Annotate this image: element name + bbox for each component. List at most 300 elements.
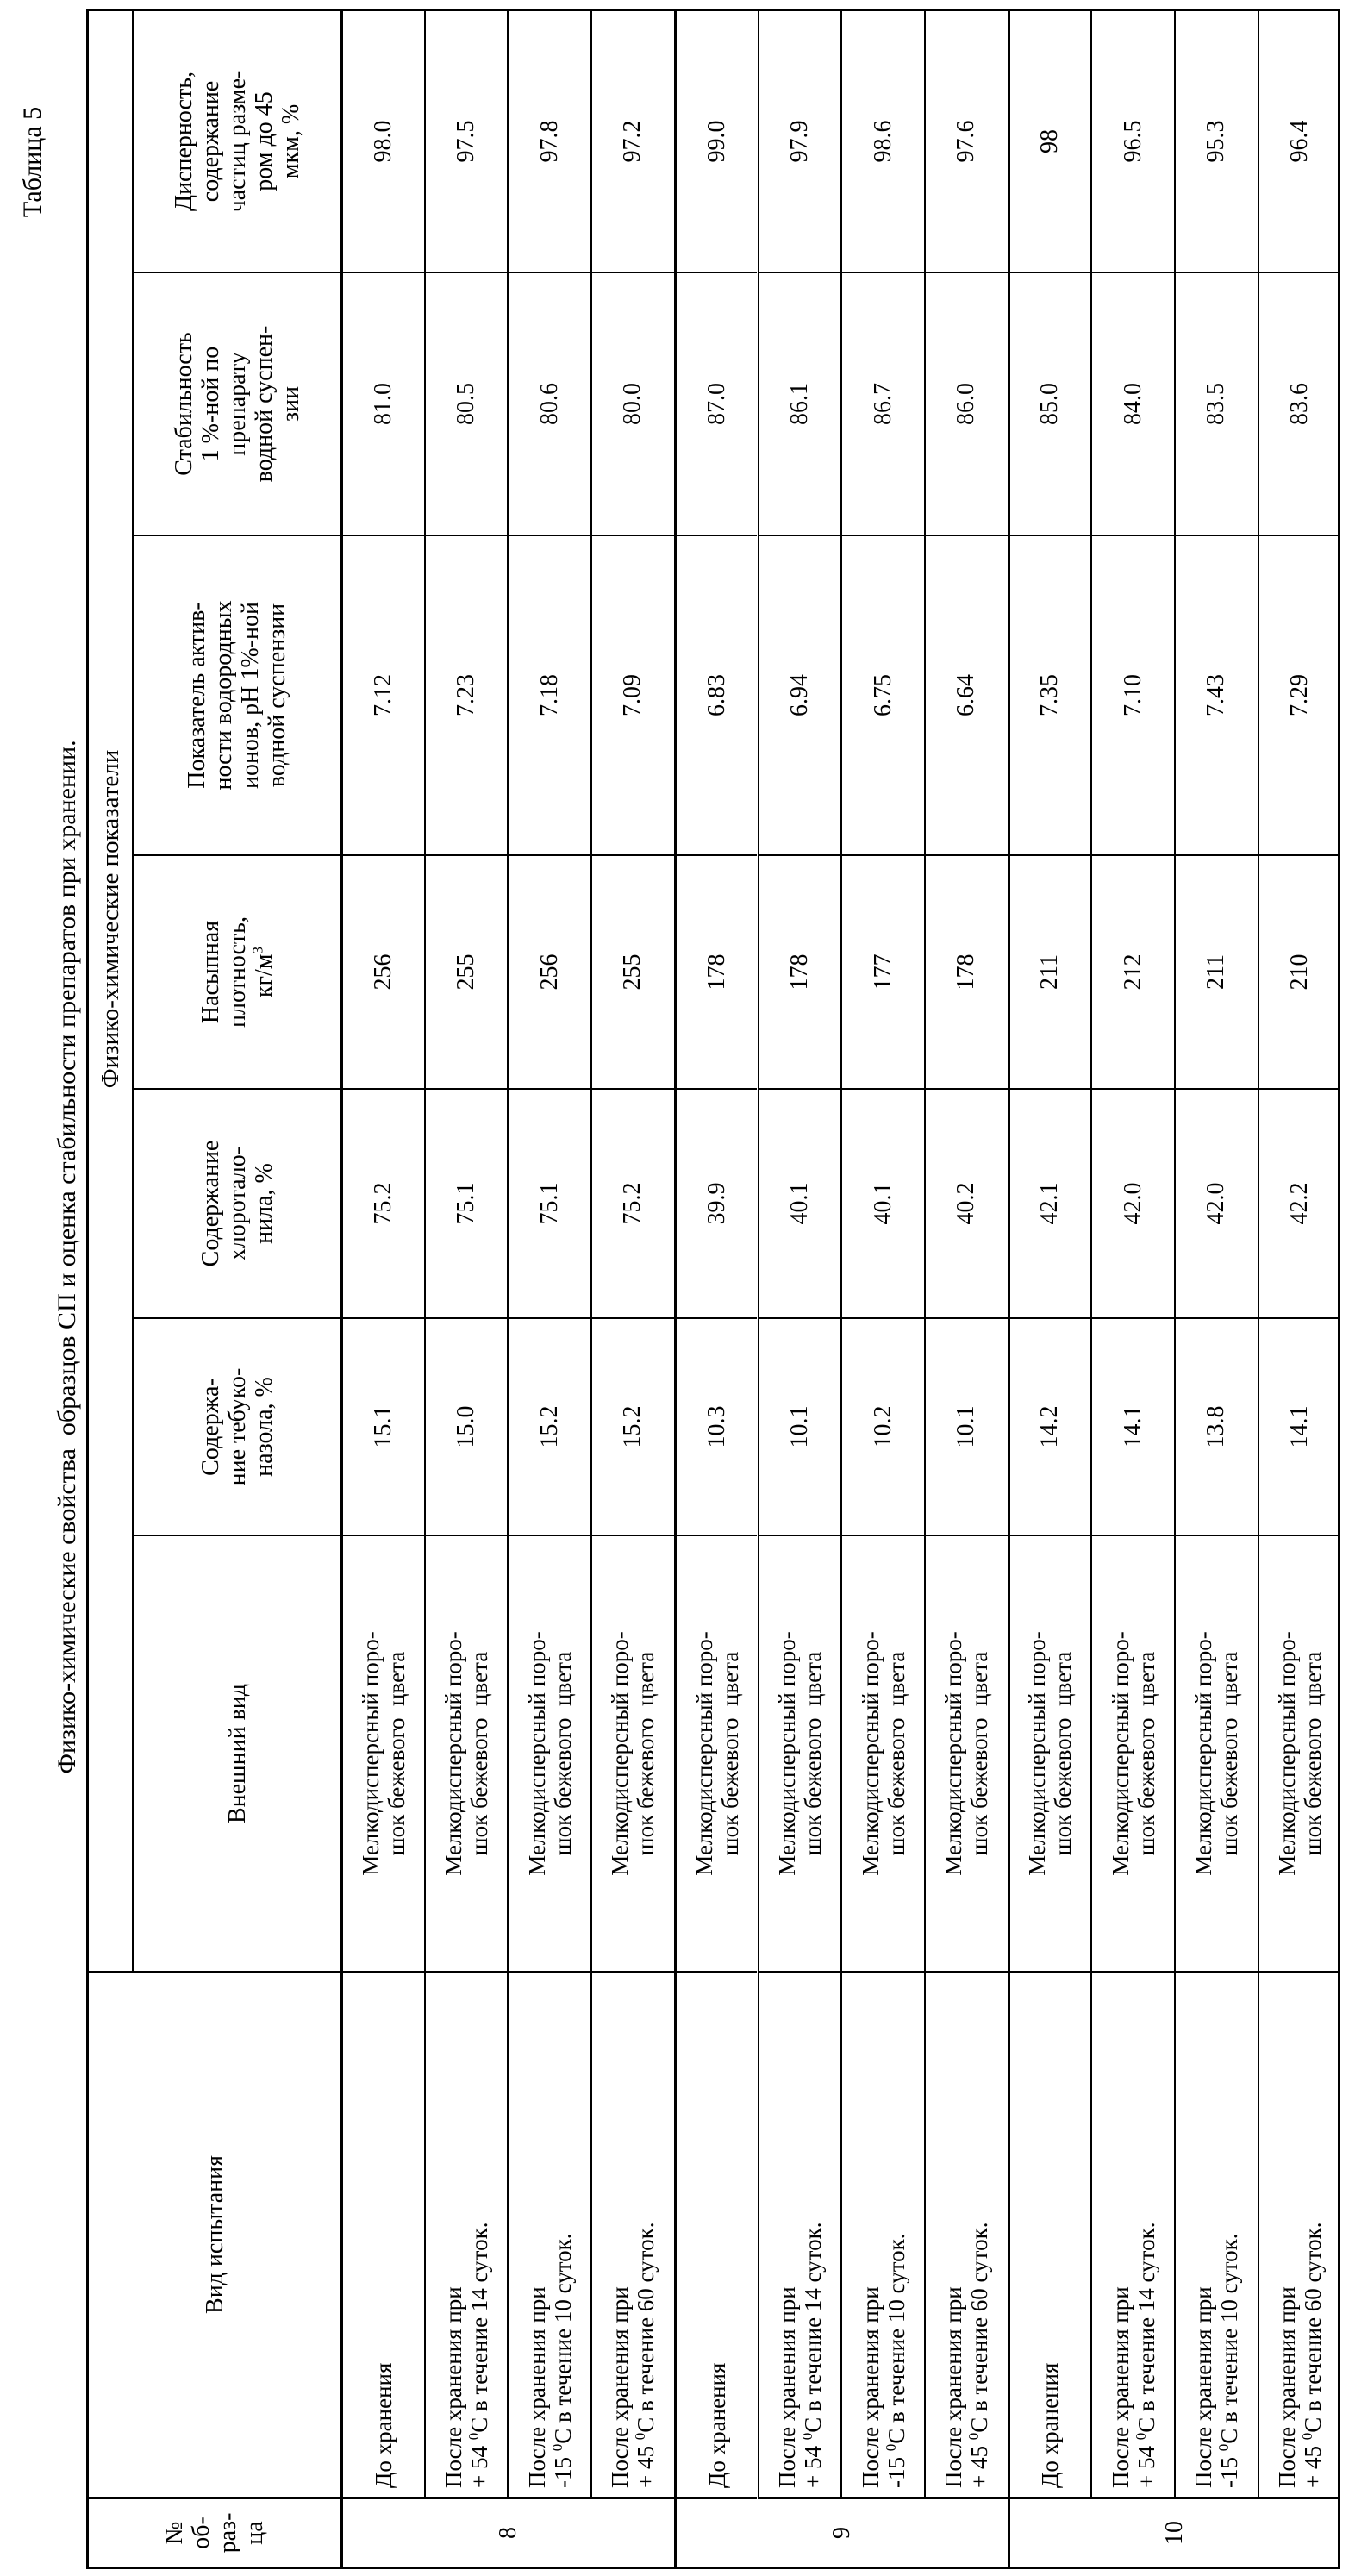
test-type-text — [858, 2233, 909, 2488]
test-type-cell — [1258, 1973, 1341, 2499]
chlorothalonil-value: 42.1 — [1037, 1183, 1063, 1225]
stability-value: 80.5 — [453, 383, 479, 425]
text-line: Мелкодисперсный поро- — [691, 1631, 717, 1875]
text-line: содержание — [197, 71, 224, 213]
appearance-cell — [1258, 1536, 1341, 1973]
density-value: 255 — [620, 954, 646, 991]
text-line: После хранения при — [774, 2223, 800, 2489]
temperature-prefix: + 54 — [466, 2440, 492, 2488]
tebuconazole-value-cell — [1174, 1319, 1258, 1536]
test-type-cell — [507, 1973, 590, 2499]
table-caption: Физико-химические свойства образцов СП и оценка стабильности препаратов при хранении. — [52, 524, 83, 1990]
temperature-prefix: -15 — [550, 2451, 576, 2488]
temperature-prefix: + 54 — [800, 2440, 826, 2488]
duration-text: C в течение 10 суток. — [1216, 2233, 1242, 2443]
text-line: После хранения при — [440, 2223, 466, 2489]
appearance-text — [858, 1631, 909, 1875]
ph-value: 6.94 — [787, 674, 813, 716]
dispersity-value-cell — [840, 11, 924, 273]
chlorothalonil-value: 42.0 — [1203, 1183, 1229, 1225]
text-line: шок бежевого цвета — [800, 1631, 826, 1875]
sample-number — [1008, 2499, 1341, 2567]
text-line: шок бежевого цвета — [1050, 1631, 1076, 1875]
duration-text: C в течение 14 суток. — [800, 2223, 826, 2433]
duration-text: C в течение 60 суток. — [633, 2223, 659, 2433]
text-line: Мелкодисперсный поро- — [358, 1631, 384, 1875]
ph-value-cell — [758, 536, 841, 856]
text-line: После хранения при — [1190, 2233, 1216, 2488]
text-line: Мелкодисперсный поро- — [774, 1631, 800, 1875]
text-line: Показатель актив- — [184, 600, 210, 790]
tebuconazole-value: 15.2 — [537, 1406, 563, 1448]
text-line: После хранения при — [1108, 2223, 1134, 2489]
density-value-cell — [924, 856, 1008, 1090]
text-line: Мелкодисперсный поро- — [440, 1631, 466, 1875]
chlorothalonil-value-cell — [590, 1090, 674, 1319]
appearance-cell — [1174, 1536, 1258, 1973]
text-line: После хранения при — [858, 2233, 884, 2488]
tebuconazole-value: 15.1 — [371, 1406, 397, 1448]
tebuconazole-value: 14.1 — [1121, 1406, 1146, 1448]
tebuconazole-value-cell — [924, 1319, 1008, 1536]
text-line: Мелкодисперсный поро- — [1024, 1631, 1050, 1875]
chlorothalonil-value-cell — [1174, 1090, 1258, 1319]
test-type-cell — [674, 1973, 758, 2499]
text-line: ности водородных — [210, 600, 237, 790]
ph-value-cell — [674, 536, 758, 856]
header-text — [171, 71, 304, 213]
tebuconazole-value-cell — [590, 1319, 674, 1536]
density-value-cell — [1258, 856, 1341, 1090]
stability-value-cell — [507, 273, 590, 536]
ph-value-cell — [1174, 536, 1258, 856]
density-value: 212 — [1121, 954, 1146, 991]
text-line: Насыпная — [197, 916, 224, 1028]
ph-value-cell — [1258, 536, 1341, 856]
appearance-cell — [924, 1536, 1008, 1973]
test-type-text — [940, 2223, 992, 2489]
text-line — [251, 916, 278, 1028]
text-line: ние тебуко- — [224, 1368, 251, 1486]
text-line: Мелкодисперсный поро- — [607, 1631, 633, 1875]
ph-value-cell — [507, 536, 590, 856]
stability-value-cell — [840, 273, 924, 536]
tebuconazole-value-cell — [1090, 1319, 1174, 1536]
text-line: ром до 45 — [251, 71, 278, 213]
text-line: До хранения — [1037, 2363, 1063, 2488]
density-value-cell — [1090, 856, 1174, 1090]
test-type-cell — [1174, 1973, 1258, 2499]
dispersity-value-cell — [1174, 11, 1258, 273]
density-value: 178 — [704, 954, 730, 991]
duration-text: C в течение 10 суток. — [884, 2233, 909, 2443]
dispersity-value-cell — [1008, 11, 1091, 273]
header-sample-no-text — [161, 2513, 268, 2554]
ph-value: 7.12 — [371, 674, 397, 716]
duration-text: C в течение 14 суток. — [1134, 2223, 1159, 2433]
text-line: шок бежевого цвета — [1300, 1631, 1326, 1875]
temperature-prefix: -15 — [884, 2451, 909, 2488]
ph-value: 6.83 — [704, 674, 730, 716]
appearance-cell — [590, 1536, 674, 1973]
dispersity-value-cell — [674, 11, 758, 273]
test-type-text — [1037, 2363, 1063, 2488]
dispersity-value: 98.0 — [371, 121, 397, 163]
dispersity-value: 97.9 — [787, 121, 813, 163]
text-line: Содержание — [197, 1141, 224, 1267]
table-number: Таблица 5 — [17, 76, 48, 248]
header-tebuconazole — [134, 1319, 340, 1536]
text-line: Стабильность — [171, 326, 197, 483]
test-type-cell — [758, 1973, 841, 2499]
unit-text: кг/м — [251, 953, 278, 997]
temperature-prefix: -15 — [1216, 2451, 1242, 2488]
density-value-cell — [1174, 856, 1258, 1090]
test-type-cell — [924, 1973, 1008, 2499]
stability-value: 84.0 — [1121, 383, 1146, 425]
density-value: 211 — [1203, 954, 1229, 990]
header-test-type — [89, 1973, 340, 2499]
stability-value-cell — [1090, 273, 1174, 536]
text-line: До хранения — [371, 2363, 397, 2488]
text-line: Мелкодисперсный поро- — [1190, 1631, 1216, 1875]
stability-value-cell — [1174, 273, 1258, 536]
stability-value: 86.0 — [953, 383, 979, 425]
tebuconazole-value-cell — [758, 1319, 841, 1536]
chlorothalonil-value-cell — [840, 1090, 924, 1319]
appearance-text — [524, 1631, 576, 1875]
temperature-prefix: + 45 — [966, 2440, 992, 2488]
text-line: шок бежевого цвета — [633, 1631, 659, 1875]
stability-value: 80.0 — [620, 383, 646, 425]
appearance-text — [1108, 1631, 1159, 1875]
chlorothalonil-value-cell — [674, 1090, 758, 1319]
stability-value: 80.6 — [537, 383, 563, 425]
header-ph — [134, 536, 340, 856]
tebuconazole-value-cell — [674, 1319, 758, 1536]
test-type-text — [1190, 2233, 1242, 2488]
chlorothalonil-value-cell — [1090, 1090, 1174, 1319]
test-type-text — [607, 2223, 659, 2489]
stability-value-cell — [1258, 273, 1341, 536]
test-type-text — [704, 2363, 730, 2488]
dispersity-value: 97.8 — [537, 121, 563, 163]
degree-sign: 0 — [965, 2433, 982, 2441]
header-text — [171, 326, 304, 483]
density-value: 178 — [787, 954, 813, 991]
test-type-text — [524, 2233, 576, 2488]
appearance-cell — [758, 1536, 841, 1973]
text-line: Содержа- — [197, 1368, 224, 1486]
ph-value: 7.10 — [1121, 674, 1146, 716]
superscript-3: 3 — [249, 947, 265, 954]
stability-value: 86.7 — [871, 383, 896, 425]
text-line: Мелкодисперсный поро- — [524, 1631, 550, 1875]
tebuconazole-value: 13.8 — [1203, 1406, 1229, 1448]
density-value: 178 — [953, 954, 979, 991]
tebuconazole-value: 10.2 — [871, 1406, 896, 1448]
stability-value: 83.6 — [1287, 383, 1313, 425]
sample-number — [674, 2499, 1008, 2567]
dispersity-value-cell — [507, 11, 590, 273]
text-line — [1216, 2233, 1242, 2488]
stability-value: 83.5 — [1203, 383, 1229, 425]
header-stability — [134, 273, 340, 536]
ph-value-cell — [1008, 536, 1091, 856]
chlorothalonil-value-cell — [340, 1090, 424, 1319]
test-type-text — [371, 2363, 397, 2488]
degree-sign: 0 — [799, 2433, 815, 2441]
chlorothalonil-value: 75.2 — [620, 1183, 646, 1225]
chlorothalonil-value-cell — [924, 1090, 1008, 1319]
density-value-cell — [340, 856, 424, 1090]
stability-value-cell — [758, 273, 841, 536]
sample-number-text: 10 — [1162, 2521, 1188, 2545]
chlorothalonil-value-cell — [424, 1090, 508, 1319]
chlorothalonil-value: 40.2 — [953, 1183, 979, 1225]
text-line: шок бежевого цвета — [1134, 1631, 1159, 1875]
dispersity-value: 98 — [1037, 129, 1063, 153]
ph-value: 7.09 — [620, 674, 646, 716]
ph-value-cell — [1090, 536, 1174, 856]
text-line: 1 %-ной по — [197, 326, 224, 483]
density-value: 177 — [871, 954, 896, 991]
text-line — [633, 2223, 659, 2489]
ph-value: 7.35 — [1037, 674, 1063, 716]
dispersity-value: 96.4 — [1287, 121, 1313, 163]
appearance-cell — [840, 1536, 924, 1973]
text-line: зии — [278, 326, 304, 483]
text-line: После хранения при — [607, 2223, 633, 2489]
tebuconazole-value: 10.3 — [704, 1406, 730, 1448]
test-type-cell — [590, 1973, 674, 2499]
header-line: № — [161, 2513, 188, 2554]
appearance-cell — [507, 1536, 590, 1973]
header-text — [224, 1684, 251, 1823]
text-line — [550, 2233, 576, 2488]
test-type-text — [774, 2223, 826, 2489]
text-line — [966, 2223, 992, 2489]
chlorothalonil-value: 75.2 — [371, 1183, 397, 1225]
dispersity-value: 99.0 — [704, 121, 730, 163]
appearance-text — [940, 1631, 992, 1875]
chlorothalonil-value: 40.1 — [787, 1183, 813, 1225]
density-value-cell — [590, 856, 674, 1090]
duration-text: C в течение 60 суток. — [966, 2223, 992, 2433]
degree-sign: 0 — [1133, 2433, 1149, 2441]
header-chlorothalonil — [134, 1090, 340, 1319]
header-text — [184, 600, 290, 790]
tebuconazole-value-cell — [340, 1319, 424, 1536]
appearance-cell — [1008, 1536, 1091, 1973]
text-line: шок бежевого цвета — [466, 1631, 492, 1875]
ph-value: 7.29 — [1287, 674, 1313, 716]
appearance-text — [358, 1631, 409, 1875]
dispersity-value-cell — [1258, 11, 1341, 273]
tebuconazole-value: 15.0 — [453, 1406, 479, 1448]
tebuconazole-value: 10.1 — [787, 1406, 813, 1448]
text-line — [800, 2223, 826, 2489]
test-type-cell — [1090, 1973, 1174, 2499]
density-value: 256 — [537, 954, 563, 991]
text-line: Мелкодисперсный поро- — [940, 1631, 966, 1875]
ph-value: 6.75 — [871, 674, 896, 716]
dispersity-value: 96.5 — [1121, 121, 1146, 163]
sample-number — [340, 2499, 674, 2567]
dispersity-value-cell — [340, 11, 424, 273]
stability-value-cell — [1008, 273, 1091, 536]
ph-value-cell — [924, 536, 1008, 856]
rotated-page — [0, 0, 1349, 2576]
text-line: водной суспен- — [251, 326, 278, 483]
stability-value: 81.0 — [371, 383, 397, 425]
tebuconazole-value-cell — [1008, 1319, 1091, 1536]
text-line: водной суспензии — [264, 600, 290, 790]
density-value: 255 — [453, 954, 479, 991]
dispersity-value: 97.2 — [620, 121, 646, 163]
dispersity-value: 97.6 — [953, 121, 979, 163]
header-text — [197, 1368, 278, 1486]
properties-table — [86, 9, 1340, 2569]
header-group-label: Физико-химические показатели — [89, 617, 132, 1221]
density-value: 210 — [1287, 954, 1313, 991]
chlorothalonil-value-cell — [1008, 1090, 1091, 1319]
text-line: После хранения при — [940, 2223, 966, 2489]
degree-sign: 0 — [883, 2444, 899, 2452]
chlorothalonil-value-cell — [507, 1090, 590, 1319]
stability-value-cell — [340, 273, 424, 536]
text-line: частиц разме- — [224, 71, 251, 213]
header-line: раз- — [215, 2513, 241, 2554]
test-type-cell — [424, 1973, 508, 2499]
degree-sign: 0 — [549, 2444, 565, 2452]
text-line: шок бежевого цвета — [884, 1631, 909, 1875]
header-line: об- — [188, 2513, 215, 2554]
text-line: плотность, — [224, 916, 251, 1028]
duration-text: C в течение 60 суток. — [1300, 2223, 1326, 2433]
appearance-cell — [340, 1536, 424, 1973]
ph-value: 6.64 — [953, 674, 979, 716]
appearance-text — [607, 1631, 659, 1875]
appearance-text — [1024, 1631, 1076, 1875]
stability-value-cell — [424, 273, 508, 536]
dispersity-value: 97.5 — [453, 121, 479, 163]
appearance-text — [440, 1631, 492, 1875]
ph-value: 7.18 — [537, 674, 563, 716]
chlorothalonil-value-cell — [758, 1090, 841, 1319]
text-line: назола, % — [251, 1368, 278, 1486]
duration-text: C в течение 14 суток. — [466, 2223, 492, 2433]
appearance-cell — [674, 1536, 758, 1973]
stability-value-cell — [924, 273, 1008, 536]
temperature-prefix: + 45 — [1300, 2440, 1326, 2488]
chlorothalonil-value: 75.1 — [537, 1183, 563, 1225]
text-line: мкм, % — [278, 71, 304, 213]
test-type-text — [440, 2223, 492, 2489]
stability-value: 85.0 — [1037, 383, 1063, 425]
duration-text: C в течение 10 суток. — [550, 2233, 576, 2443]
appearance-cell — [1090, 1536, 1174, 1973]
header-label: Внешний вид — [224, 1684, 251, 1823]
text-line — [466, 2223, 492, 2489]
header-text — [197, 916, 278, 1028]
density-value-cell — [1008, 856, 1091, 1090]
degree-sign: 0 — [1299, 2433, 1315, 2441]
appearance-cell — [424, 1536, 508, 1973]
test-type-cell — [840, 1973, 924, 2499]
dispersity-value-cell — [924, 11, 1008, 273]
test-type-cell — [340, 1973, 424, 2499]
test-type-cell — [1008, 1973, 1091, 2499]
dispersity-value-cell — [1090, 11, 1174, 273]
text-line: ионов, рН 1%-ной — [237, 600, 264, 790]
chlorothalonil-value: 75.1 — [453, 1183, 479, 1225]
tebuconazole-value-cell — [840, 1319, 924, 1536]
text-line: шок бежевого цвета — [384, 1631, 409, 1875]
dispersity-value: 98.6 — [871, 121, 896, 163]
chlorothalonil-value-cell — [1258, 1090, 1341, 1319]
tebuconazole-value: 14.1 — [1287, 1406, 1313, 1448]
text-line: Дисперность, — [171, 71, 197, 213]
density-value-cell — [840, 856, 924, 1090]
header-group-physchem — [89, 11, 134, 1973]
text-line — [884, 2233, 909, 2488]
text-line: шок бежевого цвета — [550, 1631, 576, 1875]
degree-sign: 0 — [632, 2433, 648, 2441]
temperature-prefix: + 54 — [1134, 2440, 1159, 2488]
stability-value-cell — [674, 273, 758, 536]
density-value-cell — [758, 856, 841, 1090]
tebuconazole-value: 10.1 — [953, 1406, 979, 1448]
text-line: хлороталo- — [224, 1141, 251, 1267]
text-line — [1134, 2223, 1159, 2489]
text-line: шок бежевого цвета — [717, 1631, 743, 1875]
ph-value-cell — [340, 536, 424, 856]
header-dispersity — [134, 11, 340, 273]
header-sample-no — [89, 2499, 340, 2567]
tebuconazole-value-cell — [1258, 1319, 1341, 1536]
header-text — [197, 1141, 278, 1267]
density-value: 211 — [1037, 954, 1063, 990]
density-value: 256 — [371, 954, 397, 991]
tebuconazole-value-cell — [507, 1319, 590, 1536]
appearance-text — [691, 1631, 743, 1875]
text-line: Мелкодисперсный поро- — [1274, 1631, 1300, 1875]
dispersity-value-cell — [424, 11, 508, 273]
text-line: нила, % — [251, 1141, 278, 1267]
density-value-cell — [674, 856, 758, 1090]
tebuconazole-value: 15.2 — [620, 1406, 646, 1448]
test-type-text — [1108, 2223, 1159, 2489]
stability-value: 87.0 — [704, 383, 730, 425]
text-line: препарату — [224, 326, 251, 483]
text-line: После хранения при — [1274, 2223, 1300, 2489]
text-line: Мелкодисперсный поро- — [1108, 1631, 1134, 1875]
appearance-text — [1274, 1631, 1326, 1875]
appearance-text — [1190, 1631, 1242, 1875]
dispersity-value-cell — [590, 11, 674, 273]
header-appearance — [134, 1536, 340, 1973]
header-line: ца — [241, 2513, 268, 2554]
sample-number-text: 8 — [496, 2527, 521, 2539]
chlorothalonil-value: 42.0 — [1121, 1183, 1146, 1225]
ph-value-cell — [590, 536, 674, 856]
header-bulk-density — [134, 856, 340, 1090]
degree-sign: 0 — [1215, 2444, 1232, 2452]
density-value-cell — [424, 856, 508, 1090]
chlorothalonil-value: 42.2 — [1287, 1183, 1313, 1225]
dispersity-value: 95.3 — [1203, 121, 1229, 163]
